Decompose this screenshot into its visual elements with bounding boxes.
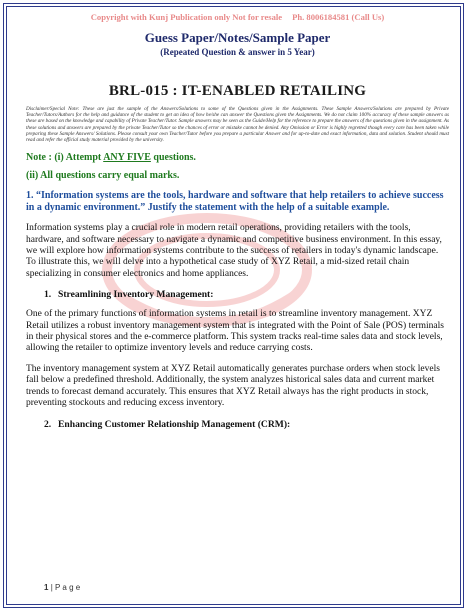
inventory-paragraph-1: One of the primary functions of information systems in retail is to streamline inventory management. XYZ Retail utilizes a robust inventory management system that is integrated with the Point of Sale (POS) terminals in their physical stores and the e-commerce platform. This system tracks real-time sales data and stock levels, allowing the retailer to optimize inventory levels and reduce carrying costs. [26, 309, 444, 354]
page-label: | P a g e [50, 583, 81, 592]
note1-suffix: questions. [150, 152, 196, 164]
note-line-1 [26, 152, 449, 163]
course-title: BRL-015 : IT-ENABLED RETAILING [108, 83, 367, 99]
page-footer [44, 583, 80, 592]
document-body [26, 12, 449, 430]
answer-intro-paragraph: Information systems play a crucial role in modern retail operations, providing retailers with the tools, hardware, and software necessary to navigate a dynamic and competitive business environment. In this essay, we will explore how information systems contribute to the success of retailers in today's dynamic landscape. To illustrate this, we will delve into a hypothetical case study of XYZ Retail, a mid-sized retail chain specializing in consumer electronics and home appliances. [26, 223, 442, 279]
section-number-1: 1. [44, 289, 52, 301]
question-1: 1. “Information systems are the tools, hardware and software that help retailers to achieve success in a dynamic environment.” Justify the statement with the help of a suitable example. [26, 190, 444, 214]
section-title-2: Enhancing Customer Relationship Management (CRM): [58, 418, 291, 430]
section-number-2: 2. [44, 418, 52, 430]
note1-emphasis: ANY FIVE [103, 152, 151, 164]
disclaimer-text: Disclaimer/Special Note: These are just the sample of the Answers/Solutions to some of the Questions given in the Assignments. These Sample Answers/Solutions are prepared by Private Teacher/Tutors/Authors for the help and guidance of the student to get an idea of how he/she can answer the Questions given the Assignments. We do not claim 100% accuracy of these sample answers as these are based on the knowledge and capability of Private Teacher/Tutor. Sample answers may be seen as the Guide/Help for the reference to prepare the answers of the questions given in the assignment. As these solutions and answers are prepared by the private Teacher/Tutor so the chances of error or mistake cannot be denied. Any Omission or Error is highly regretted though every care has been taken while preparing these Sample Answers/ Solutions. Please consult your own Teacher/Tutor before you prepare a particular Answer and for up-to-date and exact information, data and solution. Student should must read and refer the official study material provided by the university. [26, 106, 449, 144]
copyright-line [26, 12, 449, 22]
page-number: 1 [44, 583, 49, 592]
note-line-2: (ii) All questions carry equal marks. [26, 170, 180, 182]
section-title-1: Streamlining Inventory Management: [58, 289, 214, 301]
phone-text: Ph. 8006184581 (Call Us) [292, 12, 385, 22]
inventory-paragraph-2: The inventory management system at XYZ Retail automatically generates purchase orders when stock levels fall below a predefined threshold. Additionally, the system analyzes historical sales data and current market trends to forecast demand accurately. This ensures that XYZ Retail always has the right products in stock, preventing stockouts and reducing excess inventory. [26, 363, 440, 409]
copyright-text: Copyright with Kunj Publication only Not for resale [90, 12, 283, 22]
section-heading-2 [44, 419, 449, 430]
section-heading-1 [44, 289, 449, 300]
note1-prefix: Note : (i) Attempt [26, 152, 104, 164]
document-subtitle: (Repeated Question & answer in 5 Year) [160, 47, 315, 57]
document-title: Guess Paper/Notes/Sample Paper [144, 30, 331, 45]
